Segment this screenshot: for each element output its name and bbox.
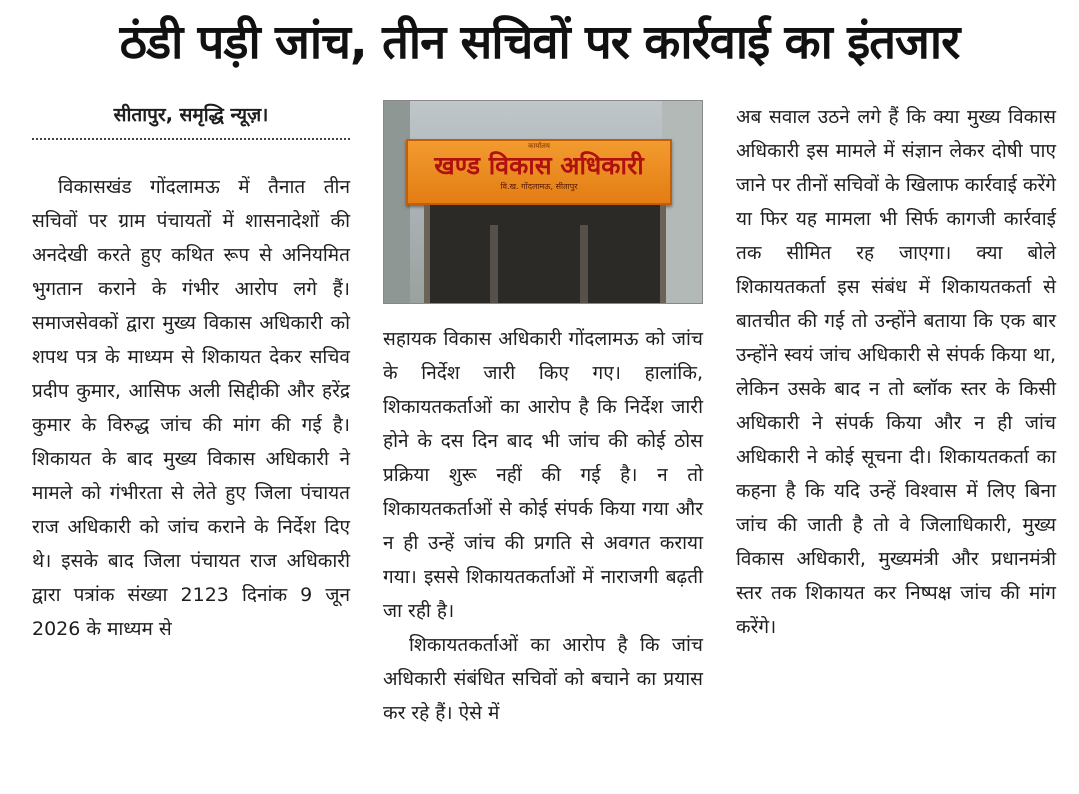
headline: ठंडी पड़ी जांच, तीन सचिवों पर कार्रवाई का इंतजार xyxy=(119,15,960,70)
office-sign-photo xyxy=(383,100,703,304)
article-column-1 xyxy=(32,100,350,646)
door-bar xyxy=(490,225,498,303)
dateline: सीतापुर, समृद्धि न्यूज़। xyxy=(32,100,350,140)
signboard-subtext: वि.ख. गोंदलामऊ, सीतापुर xyxy=(500,182,578,191)
paragraph: शिकायतकर्ताओं का आरोप है कि जांच अधिकारी संबंधित सचिवों को बचाने का प्रयास कर रहे हैं। ऐसे में xyxy=(383,634,703,724)
door-bar xyxy=(580,225,588,303)
paragraph: अब सवाल उठने लगे हैं कि क्या मुख्य विकास अधिकारी इस मामले में संज्ञान लेकर दोषी पाए जाने पर तीनों सचिवों के खिलाफ कार्रवाई करेंगे या फिर यह मामला भी सिर्फ कागजी कार्रवाई तक सीमित रह जाएगा। क्या बोले शिकायतकर्ता इस संबंध में शिकायतकर्ता से बातचीत की गई तो उन्होंने बताया कि एक बार उन्होंने स्वयं जांच अधिकारी से संपर्क किया था, लेकिन उसके बाद न तो ब्लॉक स्तर के किसी अधिकारी ने संपर्क किया और न ही जांच अधिकारी ने कोई सूचना दी। शिकायतकर्ता का कहना है कि यदि उन्हें विश्वास में लिए बिना जांच की जाती है तो वे जिलाधिकारी, मुख्य विकास अधिकारी, मुख्यमंत्री और प्रधानमंत्री स्तर तक शिकायत कर निष्पक्ष जांच की मांग करेंगे। xyxy=(736,106,1056,638)
article-column-2 xyxy=(383,100,703,730)
paragraph: विकासखंड गोंदलामऊ में तैनात तीन सचिवों पर ग्राम पंचायतों में शासनादेशों की अनदेखी करते हुए कथित रूप से अनियमित भुगतान कराने के गंभीर आरोप लगे हैं। समाजसेवकों द्वारा मुख्य विकास अधिकारी को शपथ पत्र के माध्यम से शिकायत देकर सचिव प्रदीप कुमार, आसिफ अली सिद्दीकी और हरेंद्र कुमार के विरुद्ध जांच की मांग की गई है। शिकायत के बाद मुख्य विकास अधिकारी ने मामले को गंभीरता से लेते हुए जिला पंचायत राज अधिकारी को जांच कराने के निर्देश दिए थे। इसके बाद जिला पंचायत राज अधिकारी द्वारा पत्रांक संख्या 2123 दिनांक 9 जून 2026 के माध्यम से xyxy=(32,176,350,640)
office-doorway xyxy=(424,205,666,303)
article-column-3 xyxy=(736,100,1056,644)
paragraph: सहायक विकास अधिकारी गोंदलामऊ को जांच के निर्देश जारी किए गए। हालांकि, शिकायतकर्ताओं का आरोप है कि निर्देश जारी होने के दस दिन बाद भी जांच की कोई ठोस प्रक्रिया शुरू नहीं की गई है। न तो शिकायतकर्ताओं से कोई संपर्क किया गया और न ही उन्हें जांच की प्रगति से अवगत कराया गया। इससे शिकायतकर्ताओं में नाराजगी बढ़ती जा रही है। xyxy=(383,328,703,622)
signboard-title: खण्ड विकास अधिकारी xyxy=(434,151,644,180)
signboard-top-text: कार्यालय xyxy=(528,142,550,150)
office-signboard xyxy=(406,139,672,205)
